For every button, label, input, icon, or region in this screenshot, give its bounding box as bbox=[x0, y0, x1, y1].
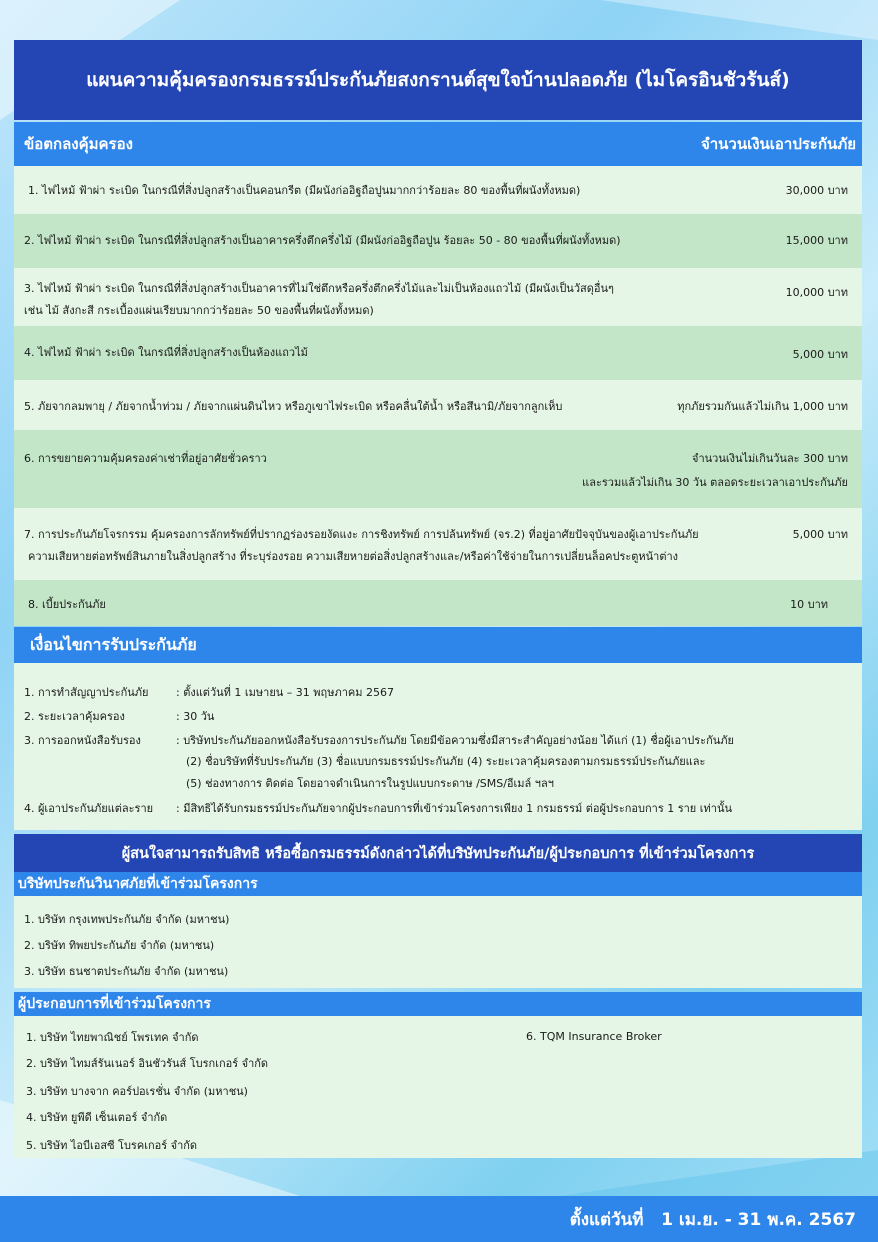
coverage-text: 4. ไฟไหม้ ฟ้าผ่า ระเบิด ในกรณีที่สิ่งปลูกสร้างเป็นห้องแถวไม้ bbox=[24, 346, 308, 359]
coverage-row bbox=[14, 326, 862, 380]
condition-label: 3. การออกหนังสือรับรอง bbox=[24, 734, 141, 747]
conditions-panel bbox=[14, 663, 862, 830]
coverage-text: 8. เบี้ยประกันภัย bbox=[28, 598, 106, 611]
condition-value-2: (2) ชื่อบริษัทที่รับประกันภัย (3) ชื่อแบบกรมธรรม์ประกันภัย (4) ระยะเวลาคุ้มครองตามกรมธรรม์ประกันภัยและ bbox=[186, 755, 706, 768]
coverage-header bbox=[14, 122, 862, 166]
conditions-header-text: เงื่อนไขการรับประกันภัย bbox=[30, 634, 197, 654]
condition-value-3: (5) ช่องทางการ ติดต่อ โดยอาจดำเนินการในรูปแบบกระดาษ /SMS/อีเมล์ ฯลฯ bbox=[186, 777, 554, 790]
condition-value: : บริษัทประกันภัยออกหนังสือรับรองการประกันภัย โดยมีข้อความซึ่งมีสาระสำคัญอย่างน้อย ได้แก่ (1) ชื่อผู้เอาประกันภัย bbox=[176, 734, 734, 747]
coverage-text: 1. ไฟไหม้ ฟ้าผ่า ระเบิด ในกรณีที่สิ่งปลูกสร้างเป็นคอนกรีต (มีผนังก่ออิฐถือปูนมากกว่าร้อยละ 80 ของพื้นที่ผนังทั้งหมด) bbox=[28, 184, 581, 197]
coverage-text: 5. ภัยจากลมพายุ / ภัยจากน้ำท่วม / ภัยจากแผ่นดินไหว หรือภูเขาไฟระเบิด หรือคลื่นใต้น้ำ หรือสึนามิ/ภัยจากลูกเห็บ bbox=[24, 400, 563, 413]
coverage-row bbox=[14, 380, 862, 430]
coverage-amount: 10 บาท bbox=[790, 598, 828, 611]
operators-header-text: ผู้ประกอบการที่เข้าร่วมโครงการ bbox=[18, 996, 211, 1012]
operator-item: 2. บริษัท ไทมส์รันเนอร์ อินชัวรันส์ โบรกเกอร์ จำกัด bbox=[26, 1057, 269, 1070]
condition-value: : มีสิทธิได้รับกรมธรรม์ประกันภัยจากผู้ประกอบการที่เข้าร่วมโครงการเพียง 1 กรมธรรม์ ต่อผู้ประกอบการ 1 ราย เท่านั้น bbox=[176, 802, 732, 815]
condition-label: 2. ระยะเวลาคุ้มครอง bbox=[24, 710, 125, 723]
coverage-row bbox=[14, 430, 862, 508]
operators-header bbox=[14, 992, 862, 1016]
coverage-row bbox=[14, 580, 862, 626]
insurers-header-text: บริษัทประกันวินาศภัยที่เข้าร่วมโครงการ bbox=[18, 876, 258, 892]
insurers-header bbox=[14, 872, 862, 896]
coverage-text: 3. ไฟไหม้ ฟ้าผ่า ระเบิด ในกรณีที่สิ่งปลูกสร้างเป็นอาคารที่ไม่ใช่ตึกหรือครึ่งตึกครึ่งไม้และไม่เป็นห้องแถวไม้ (มีผนังเป็นวัสดุอื่นๆ bbox=[24, 282, 614, 295]
insurer-item: 3. บริษัท ธนชาตประกันภัย จำกัด (มหาชน) bbox=[24, 965, 229, 978]
coverage-row bbox=[14, 214, 862, 268]
operator-item: 5. บริษัท ไอบีเอสซี โบรคเกอร์ จำกัด bbox=[26, 1139, 198, 1152]
operator-item: 6. TQM Insurance Broker bbox=[526, 1030, 662, 1043]
conditions-header bbox=[14, 627, 862, 663]
insurer-item: 2. บริษัท ทิพยประกันภัย จำกัด (มหาชน) bbox=[24, 939, 215, 952]
date-footer bbox=[0, 1196, 878, 1242]
participation-banner: ผู้สนใจสามารถรับสิทธิ หรือซื้อกรมธรรม์ดังกล่าวได้ที่บริษัทประกันภัย/ผู้ประกอบการ ที่เข้าร่วมโครงการ bbox=[14, 834, 862, 872]
date-range: ตั้งแต่วันที่ 1 เม.ย. - 31 พ.ค. 2567 bbox=[569, 1209, 856, 1230]
coverage-row bbox=[14, 166, 862, 214]
coverage-amount: 10,000 บาท bbox=[785, 286, 848, 299]
coverage-amount: จำนวนเงินไม่เกินวันละ 300 บาท bbox=[692, 452, 848, 465]
coverage-header-left: ข้อตกลงคุ้มครอง bbox=[24, 135, 133, 153]
coverage-header-right: จำนวนเงินเอาประกันภัย bbox=[700, 135, 856, 153]
coverage-amount-2: และรวมแล้วไม่เกิน 30 วัน ตลอดระยะเวลาเอาประกันภัย bbox=[582, 476, 848, 489]
operator-item: 3. บริษัท บางจาก คอร์ปอเรชั่น จำกัด (มหาชน) bbox=[26, 1085, 248, 1098]
coverage-amount: 5,000 บาท bbox=[792, 528, 848, 541]
condition-label: 1. การทำสัญญาประกันภัย bbox=[24, 686, 149, 699]
page-title: แผนความคุ้มครองกรมธรรม์ประกันภัยสงกรานต์สุขใจบ้านปลอดภัย (ไมโครอินชัวรันส์) bbox=[14, 40, 862, 120]
coverage-row bbox=[14, 268, 862, 326]
coverage-amount: 15,000 บาท bbox=[785, 234, 848, 247]
condition-value: : 30 วัน bbox=[176, 710, 215, 723]
insurers-panel bbox=[14, 896, 862, 988]
operators-panel bbox=[14, 1016, 862, 1158]
coverage-row bbox=[14, 508, 862, 580]
coverage-text: 7. การประกันภัยโจรกรรม คุ้มครองการลักทรัพย์ที่ปรากฏร่องรอยงัดแงะ การชิงทรัพย์ การปล้นทรัพย์ (จร.2) ที่อยู่อาศัยปัจจุบันของผู้เอาประกันภัย bbox=[24, 528, 699, 541]
insurer-item: 1. บริษัท กรุงเทพประกันภัย จำกัด (มหาชน) bbox=[24, 913, 230, 926]
bg-decoration bbox=[600, 0, 878, 40]
operator-item: 1. บริษัท ไทยพาณิชย์ โพรเทค จำกัด bbox=[26, 1031, 199, 1044]
condition-label: 4. ผู้เอาประกันภัยแต่ละราย bbox=[24, 802, 154, 815]
operator-item: 4. บริษัท ยูพีดี เซ็นเตอร์ จำกัด bbox=[26, 1111, 168, 1124]
coverage-amount: ทุกภัยรวมกันแล้วไม่เกิน 1,000 บาท bbox=[677, 400, 848, 413]
condition-value: : ตั้งแต่วันที่ 1 เมษายน – 31 พฤษภาคม 2567 bbox=[176, 686, 394, 699]
coverage-text: 2. ไฟไหม้ ฟ้าผ่า ระเบิด ในกรณีที่สิ่งปลูกสร้างเป็นอาคารครึ่งตึกครึ่งไม้ (มีผนังก่ออิฐถือปูน ร้อยละ 50 - 80 ของพื้นที่ผนังทั้งหมด) bbox=[24, 234, 621, 247]
coverage-text-2: เช่น ไม้ สังกะสี กระเบื้องแผ่นเรียบมากกว่าร้อยละ 50 ของพื้นที่ผนังทั้งหมด) bbox=[24, 304, 374, 317]
coverage-amount: 5,000 บาท bbox=[792, 348, 848, 361]
coverage-text-2: ความเสียหายต่อทรัพย์สินภายในสิ่งปลูกสร้าง ที่ระบุร่องรอย ความเสียหายต่อสิ่งปลูกสร้างและ/หรือค่าใช้จ่ายในการเปลี่ยนล็อคประตูหน้าต่าง bbox=[28, 550, 679, 563]
coverage-text: 6. การขยายความคุ้มครองค่าเช่าที่อยู่อาศัยชั่วคราว bbox=[24, 452, 267, 465]
coverage-amount: 30,000 บาท bbox=[785, 184, 848, 197]
